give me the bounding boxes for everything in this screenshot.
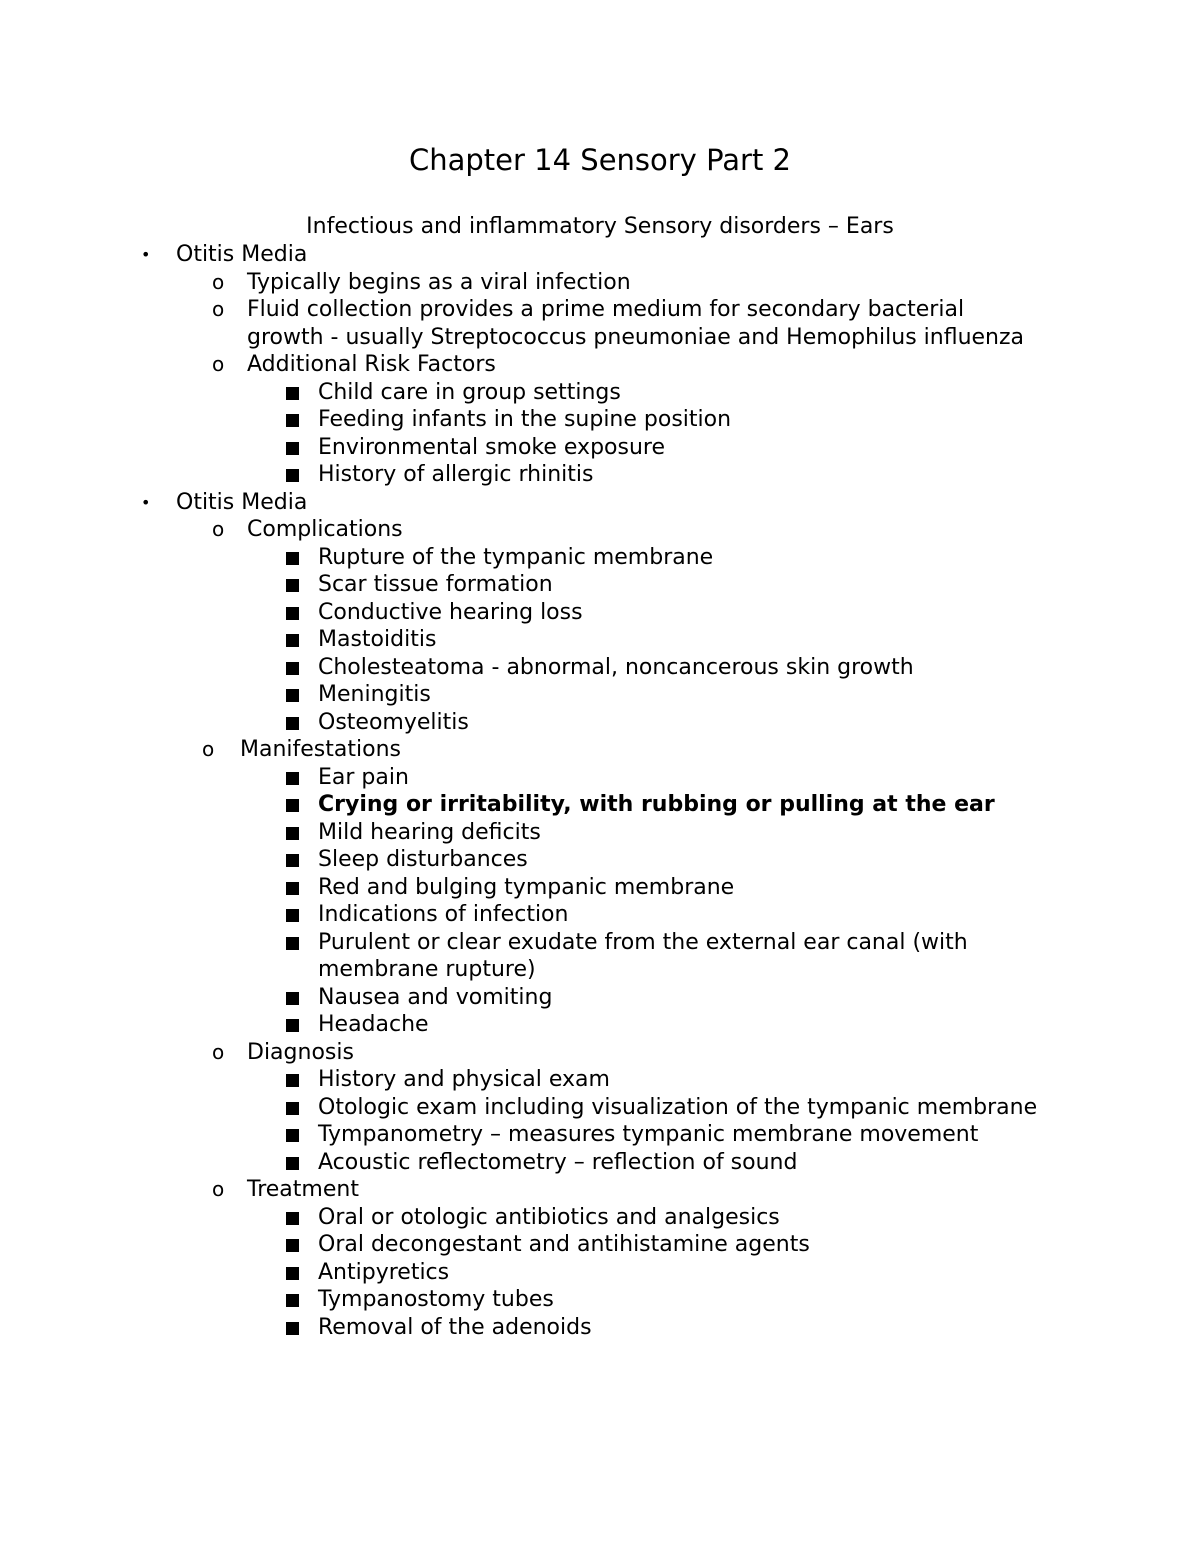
bullet-circle: o <box>212 269 225 294</box>
square-bullet-icon <box>286 1322 299 1335</box>
square-bullet-icon <box>286 607 299 620</box>
square-bullet-icon <box>286 1239 299 1252</box>
bullet-dot: • <box>141 245 151 264</box>
square-bullet-icon <box>286 1157 299 1170</box>
list-item: o Diagnosis <box>212 1039 354 1065</box>
square-bullet-icon <box>286 634 299 647</box>
sub-list-item: Nausea and vomiting <box>0 984 1200 1012</box>
bullet-circle: o <box>212 1039 225 1064</box>
square-bullet-icon <box>286 799 299 812</box>
list-item: o Additional Risk Factors <box>212 352 496 377</box>
outline <box>0 241 1200 1341</box>
bullet-circle: o <box>212 517 225 541</box>
square-bullet-icon <box>286 1294 299 1307</box>
square-bullet-icon <box>286 414 299 427</box>
sub-list-item: Meningitis <box>0 681 1200 709</box>
sub-list-item: History of allergic rhinitis <box>0 461 1200 489</box>
square-bullet-icon <box>286 882 299 895</box>
sub-list-item: Oral or otologic antibiotics and analgesics <box>0 1204 1200 1232</box>
sub-list-item: Headache <box>0 1011 1200 1039</box>
square-bullet-icon <box>286 689 299 702</box>
bullet-circle: o <box>212 352 225 376</box>
square-bullet-icon <box>286 854 299 867</box>
list-item: o Typically begins as a viral infection <box>212 269 631 295</box>
sub-list-item: Rupture of the tympanic membrane <box>0 544 1200 572</box>
sub-list-item: Mastoiditis <box>0 626 1200 654</box>
sub-list-item: Cholesteatoma - abnormal, noncancerous skin growth <box>0 654 1200 682</box>
sub-list-item: Feeding infants in the supine position <box>0 406 1200 434</box>
sub-list-item-emphasized: Crying or irritability, with rubbing or pulling at the ear <box>0 791 1200 819</box>
square-bullet-icon <box>286 579 299 592</box>
sub-list-item: Red and bulging tympanic membrane <box>0 874 1200 902</box>
square-bullet-icon <box>286 717 299 730</box>
square-bullet-icon <box>286 552 299 565</box>
sub-list-item: Antipyretics <box>0 1259 1200 1287</box>
sub-list-item: Osteomyelitis <box>0 709 1200 737</box>
sub-list-item: Tympanometry – measures tympanic membrane movement <box>0 1121 1200 1149</box>
list-item: o Complications <box>212 517 403 542</box>
sub-list-item: Ear pain <box>0 764 1200 792</box>
square-bullet-icon <box>286 772 299 785</box>
page-title: Chapter 14 Sensory Part 2 <box>409 143 791 177</box>
page-subtitle: Infectious and inflammatory Sensory disorders – Ears <box>306 214 894 239</box>
square-bullet-icon <box>286 1102 299 1115</box>
list-item: o Treatment <box>212 1177 359 1202</box>
sub-list-item: Mild hearing deficits <box>0 819 1200 847</box>
square-bullet-icon <box>286 1074 299 1087</box>
square-bullet-icon <box>286 827 299 840</box>
sub-list-item: Removal of the adenoids <box>0 1314 1200 1342</box>
square-bullet-icon <box>286 909 299 922</box>
sub-list-item: Tympanostomy tubes <box>0 1286 1200 1314</box>
sub-list-item: Indications of infection <box>0 901 1200 929</box>
sub-list-item: Sleep disturbances <box>0 846 1200 874</box>
square-bullet-icon <box>286 1267 299 1280</box>
square-bullet-icon <box>286 937 299 950</box>
list-item: o Manifestations <box>202 737 401 762</box>
section-heading: • Otitis Media <box>141 489 308 515</box>
square-bullet-icon <box>286 442 299 455</box>
sub-list-item: Oral decongestant and antihistamine agents <box>0 1231 1200 1259</box>
square-bullet-icon <box>286 1129 299 1142</box>
bullet-circle: o <box>202 737 215 761</box>
square-bullet-icon <box>286 387 299 400</box>
sub-list-item: Conductive hearing loss <box>0 599 1200 627</box>
square-bullet-icon <box>286 662 299 675</box>
section-heading: • Otitis Media <box>141 242 308 267</box>
square-bullet-icon <box>286 1212 299 1225</box>
sub-list-item: History and physical exam <box>0 1066 1200 1094</box>
sub-list-item: Otologic exam including visualization of the tympanic membrane <box>0 1094 1200 1122</box>
bullet-circle: o <box>212 1177 225 1201</box>
square-bullet-icon <box>286 469 299 482</box>
sub-list-item: Child care in group settings <box>0 379 1200 407</box>
square-bullet-icon <box>286 1019 299 1032</box>
sub-list-item: Purulent or clear exudate from the external ear canal (with membrane rupture) <box>0 929 1200 984</box>
bullet-dot: • <box>141 492 151 512</box>
sub-list-item: Environmental smoke exposure <box>0 434 1200 462</box>
sub-list-item: Scar tissue formation <box>0 571 1200 599</box>
square-bullet-icon <box>286 992 299 1005</box>
list-item: o Fluid collection provides a prime medium for secondary bacterial growth - usually Streptococcus pneumoniae and Hemophilus influenza <box>212 297 1025 350</box>
sub-list-item: Acoustic reflectometry – reflection of sound <box>0 1149 1200 1177</box>
bullet-circle: o <box>212 297 225 321</box>
